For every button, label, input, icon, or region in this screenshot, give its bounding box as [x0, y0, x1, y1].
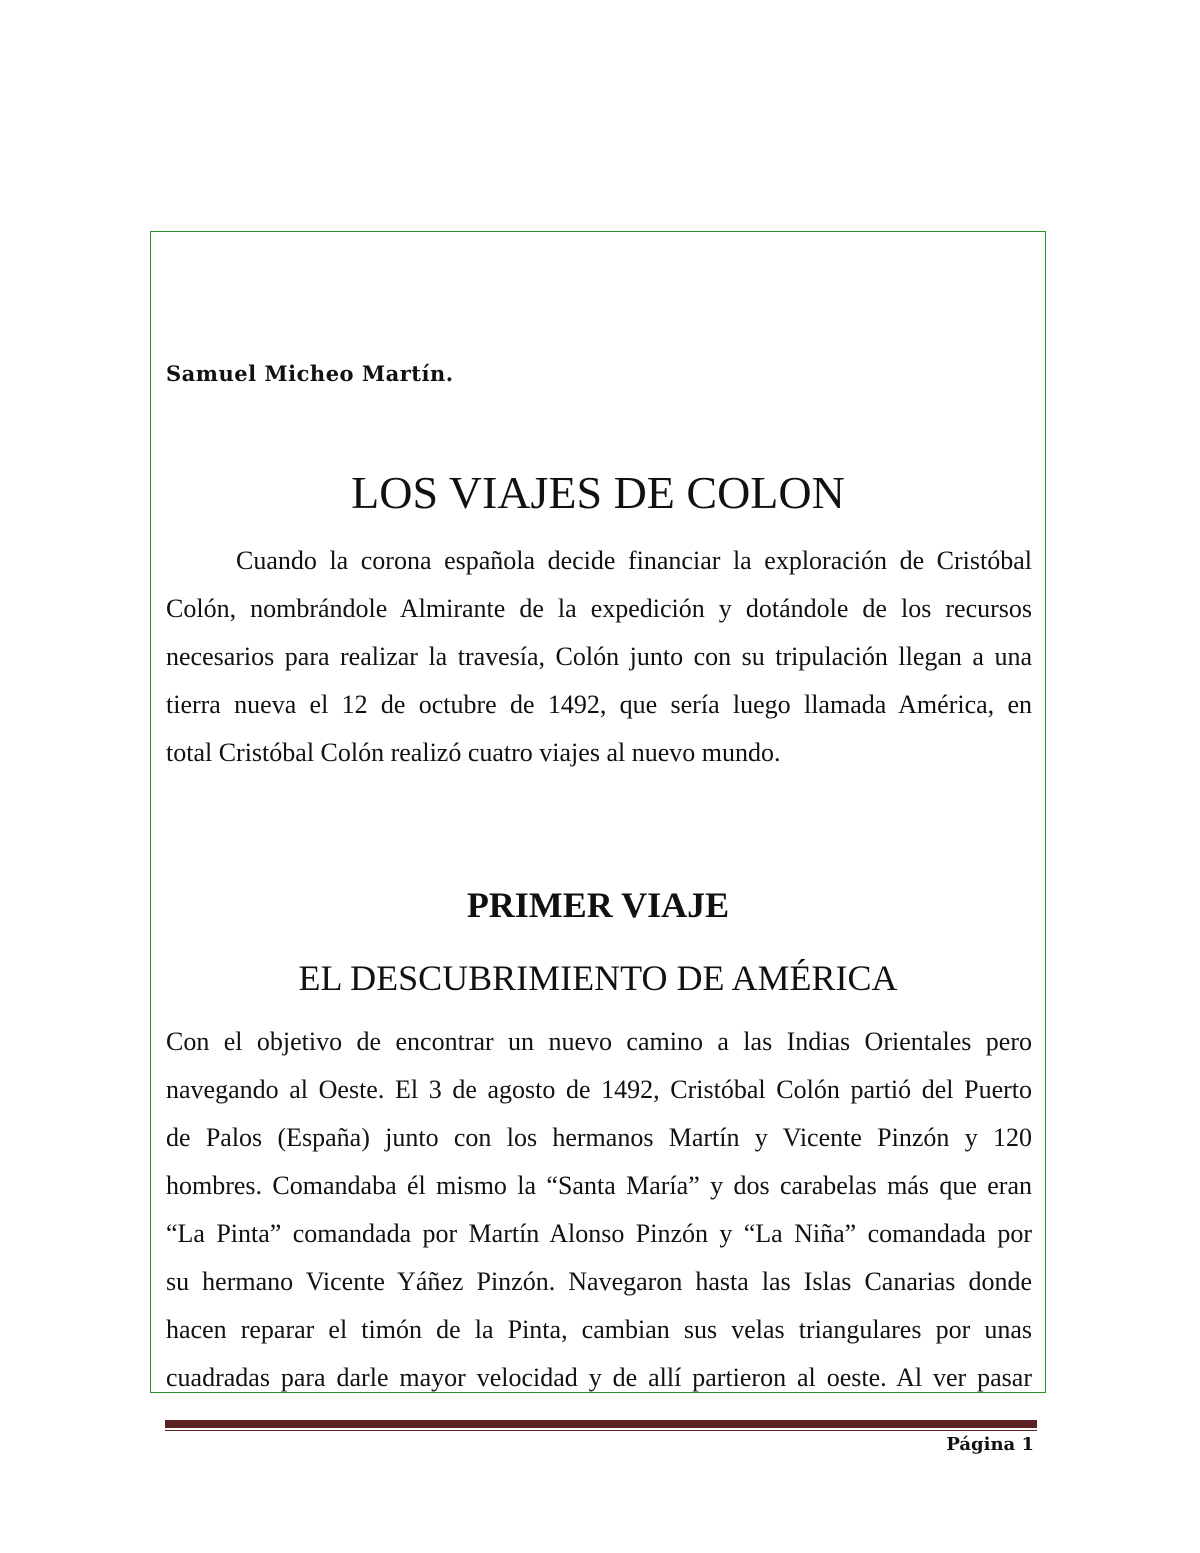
- body-line: hacen reparar el timón de la Pinta, cambian sus velas triangulares por unas: [166, 1315, 1032, 1344]
- footer-rule-thin: [165, 1430, 1037, 1431]
- body-line: cuadradas para darle mayor velocidad y de allí partieron al oeste. Al ver pasar: [166, 1363, 1032, 1392]
- body-line: navegando al Oeste. El 3 de agosto de 1492, Cristóbal Colón partió del Puerto: [166, 1075, 1032, 1104]
- intro-line: total Cristóbal Colón realizó cuatro viajes al nuevo mundo.: [166, 738, 781, 767]
- footer-rule: [165, 1420, 1037, 1428]
- body-line: Con el objetivo de encontrar un nuevo camino a las Indias Orientales pero: [166, 1027, 1032, 1056]
- body-line: de Palos (España) junto con los hermanos Martín y Vicente Pinzón y 120: [166, 1123, 1032, 1152]
- intro-paragraph: [166, 537, 1032, 777]
- intro-line: tierra nueva el 12 de octubre de 1492, que sería luego llamada América, en: [166, 690, 1032, 719]
- document-title: LOS VIAJES DE COLON: [351, 467, 845, 518]
- body-line: hombres. Comandaba él mismo la “Santa María” y dos carabelas más que eran: [166, 1171, 1032, 1200]
- body-line: su hermano Vicente Yáñez Pinzón. Navegaron hasta las Islas Canarias donde: [166, 1267, 1032, 1296]
- intro-line: necesarios para realizar la travesía, Colón junto con su tripulación llegan a una: [166, 642, 1032, 671]
- page-number: Página 1: [946, 1434, 1034, 1455]
- body-paragraph: [166, 1018, 1032, 1402]
- section-title: PRIMER VIAJE: [466, 885, 730, 925]
- section-subtitle: EL DESCUBRIMIENTO DE AMÉRICA: [298, 958, 898, 998]
- author-name: Samuel Micheo Martín.: [166, 361, 454, 386]
- intro-line: Colón, nombrándole Almirante de la expedición y dotándole de los recursos: [166, 594, 1032, 623]
- body-line: “La Pinta” comandada por Martín Alonso Pinzón y “La Niña” comandada por: [166, 1219, 1032, 1248]
- intro-line: Cuando la corona española decide financiar la exploración de Cristóbal: [236, 546, 1032, 575]
